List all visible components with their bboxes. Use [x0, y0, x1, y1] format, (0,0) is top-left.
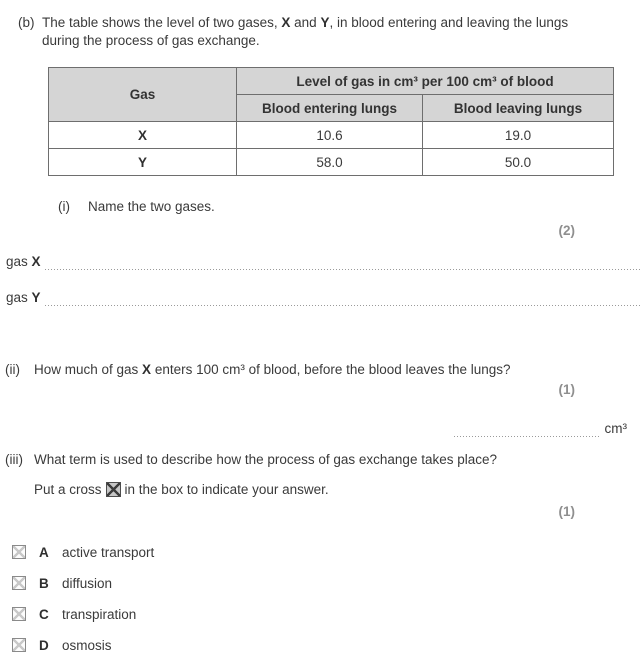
table-row: [49, 149, 614, 176]
part-b-label: (b): [18, 15, 35, 30]
answer-line-gas-y: [6, 289, 641, 306]
unit-label: cm³: [604, 421, 627, 436]
sub-question-iii: [5, 451, 641, 468]
option-a: [12, 544, 641, 560]
answer-letter: X: [31, 254, 41, 269]
answer-options: [12, 544, 641, 653]
answer-line-volume: [0, 420, 627, 437]
sub-iii-text: What term is used to describe how the process of gas exchange takes place?: [34, 452, 498, 467]
answer-label-gas-y: [6, 289, 41, 306]
marks-sub-ii: (1): [558, 382, 575, 397]
table-cell-gas: X: [49, 122, 237, 149]
table-header-gas: Gas: [49, 68, 237, 122]
sub-i-text: Name the two gases.: [88, 199, 215, 214]
answer-checkbox-d[interactable]: [12, 638, 26, 652]
answer-prefix: gas: [6, 254, 32, 269]
instruction-text-before: Put a cross: [34, 482, 102, 497]
marks-sub-i: (2): [558, 223, 575, 238]
answer-label-gas-x: [6, 253, 41, 270]
marks-sub-iii: (1): [558, 504, 575, 519]
table-cell-leaving: 19.0: [423, 122, 614, 149]
option-b: [12, 575, 641, 591]
answer-prefix: gas: [6, 290, 32, 305]
answer-line-gas-x: [6, 253, 641, 270]
table-row: [49, 122, 614, 149]
gas-y-bold: Y: [320, 15, 330, 30]
answer-letter: Y: [31, 290, 41, 305]
part-b-text-segment: , in blood entering and leaving the lungs during the process of gas exchange.: [42, 15, 569, 48]
table-header-leaving: Blood leaving lungs: [423, 95, 614, 122]
sub-question-ii: [5, 361, 641, 378]
sub-ii-label: (ii): [5, 362, 20, 377]
table-cell-leaving: 50.0: [423, 149, 614, 176]
option-text: osmosis: [62, 637, 112, 653]
option-text: active transport: [62, 544, 155, 560]
sub-ii-text: [34, 361, 511, 378]
gas-levels-table: [48, 67, 614, 176]
sub-ii-text-segment: enters 100 cm³ of blood, before the blood leaves the lungs?: [151, 362, 511, 377]
part-b-text: [42, 14, 608, 50]
cross-instruction: [34, 481, 641, 498]
option-text: transpiration: [62, 606, 137, 622]
question-part-b: [18, 14, 608, 50]
option-text: diffusion: [62, 575, 113, 591]
option-letter: A: [39, 544, 49, 560]
gas-x-bold: X: [142, 362, 152, 377]
sub-question-i: [58, 199, 641, 215]
part-b-text-segment: The table shows the level of two gases,: [42, 15, 282, 30]
gas-x-bold: X: [281, 15, 291, 30]
table-cell-gas: Y: [49, 149, 237, 176]
option-c: [12, 606, 641, 622]
answer-dotted-line[interactable]: [454, 422, 600, 437]
option-letter: C: [39, 606, 49, 622]
table-cell-entering: 58.0: [237, 149, 423, 176]
option-letter: B: [39, 575, 49, 591]
sub-iii-label: (iii): [5, 452, 23, 467]
option-d: [12, 637, 641, 653]
answer-dotted-line[interactable]: [45, 291, 641, 306]
sub-i-label: (i): [58, 199, 70, 214]
answer-checkbox-a[interactable]: [12, 545, 26, 559]
part-b-text-segment: and: [290, 15, 321, 30]
table-cell-entering: 10.6: [237, 122, 423, 149]
answer-checkbox-c[interactable]: [12, 607, 26, 621]
option-letter: D: [39, 637, 49, 653]
answer-dotted-line[interactable]: [45, 255, 641, 270]
answer-checkbox-b[interactable]: [12, 576, 26, 590]
table-header-entering: Blood entering lungs: [237, 95, 423, 122]
table-header-level: Level of gas in cm³ per 100 cm³ of blood: [237, 68, 614, 95]
cross-box-icon: [106, 482, 121, 497]
sub-ii-text-segment: How much of gas: [34, 362, 143, 377]
instruction-text-after: in the box to indicate your answer.: [124, 482, 329, 497]
